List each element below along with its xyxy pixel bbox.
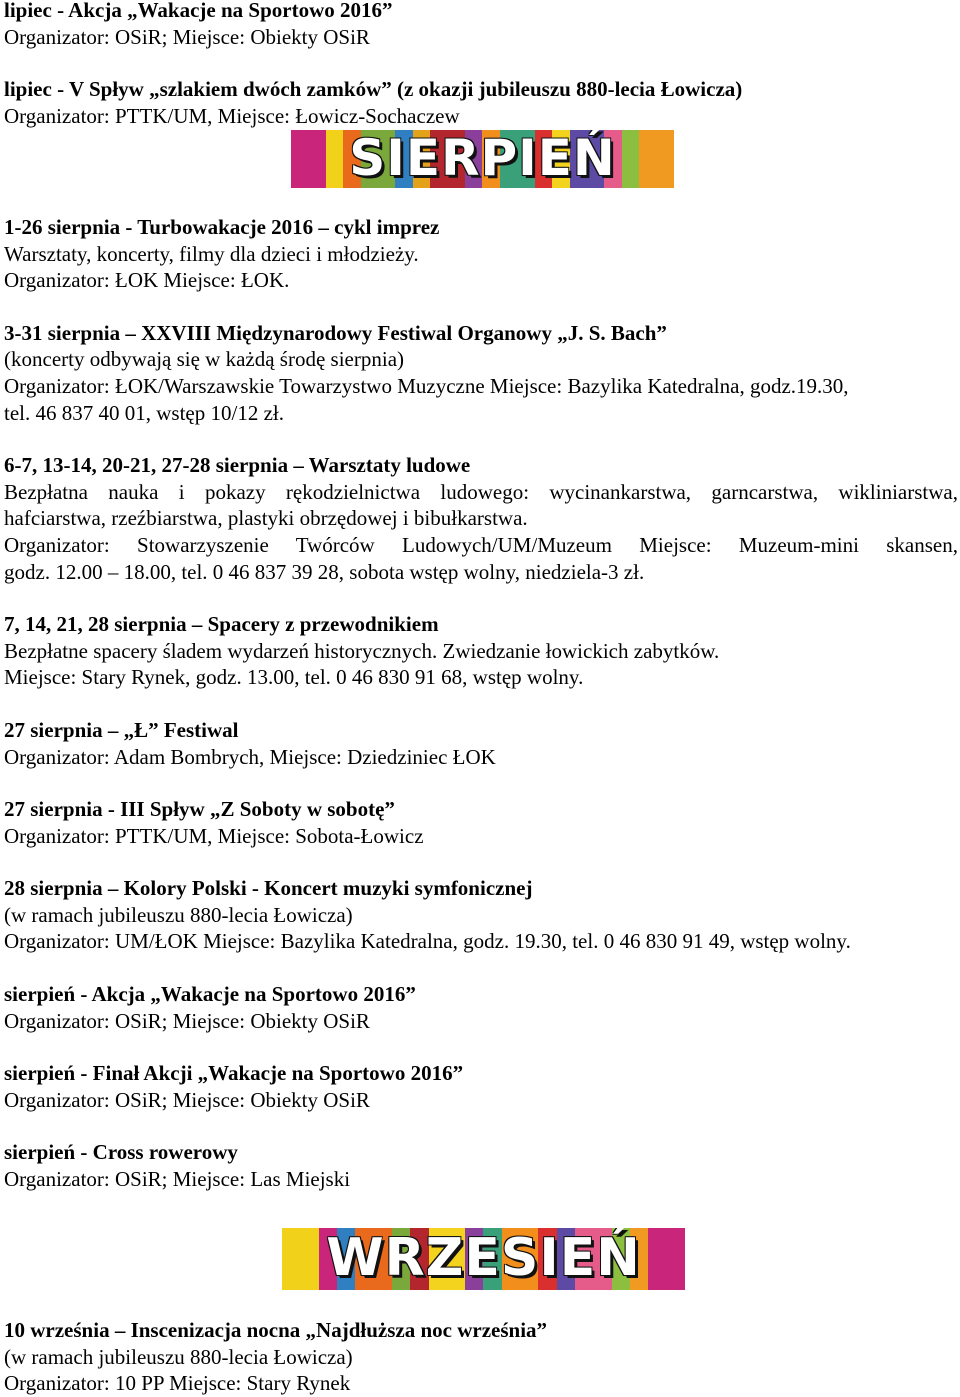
wrzesien-banner <box>282 1228 685 1290</box>
event-title: 28 sierpnia – Kolory Polski - Koncert muzyki symfonicznej <box>4 876 533 901</box>
event-title: 7, 14, 21, 28 sierpnia – Spacery z przewodnikiem <box>4 612 439 637</box>
event-detail: Organizator: OSiR; Miejsce: Obiekty OSiR <box>4 1087 370 1112</box>
event-aug-7 <box>4 875 958 955</box>
event-title: 1-26 sierpnia - Turbowakacje 2016 – cykl imprez <box>4 215 440 239</box>
event-detail: (koncerty odbywają się w każdą środę sierpnia) <box>4 347 405 372</box>
event-july-1 <box>4 0 742 50</box>
event-detail: Organizator: OSiR; Miejsce: Las Miejski <box>4 1167 351 1192</box>
event-detail: Warsztaty, koncerty, filmy dla dzieci i młodzieży. <box>4 241 419 266</box>
july-section <box>4 0 742 129</box>
event-title: 27 sierpnia - III Spływ „Z Soboty w sobotę” <box>4 797 395 822</box>
event-sep-1 <box>4 1317 547 1397</box>
event-title: 27 sierpnia – „Ł” Festiwal <box>4 717 239 742</box>
event-title: 10 września – Inscenizacja nocna „Najdłuższa noc września” <box>4 1318 548 1342</box>
event-aug-5 <box>4 717 958 770</box>
wrzesien-banner-text: WRZESIEŃ <box>326 1228 641 1289</box>
august-section <box>4 214 958 1193</box>
event-detail: hafciarstwa, rzeźbiarstwa, plastyki obrzędowej i bibułkarstwa. <box>4 506 528 531</box>
event-detail: (w ramach jubileuszu 880-lecia Łowicza) <box>4 902 353 927</box>
event-detail: tel. 46 837 40 01, wstęp 10/12 zł. <box>4 400 284 425</box>
event-detail: Miejsce: Stary Rynek, godz. 13.00, tel. 0 46 830 91 68, wstęp wolny. <box>4 665 584 690</box>
event-aug-9 <box>4 1060 958 1113</box>
event-aug-6 <box>4 796 958 849</box>
event-detail: Organizator: PTTK/UM, Miejsce: Łowicz-Sochaczew <box>4 103 460 128</box>
event-detail: Organizator: OSiR; Miejsce: Obiekty OSiR <box>4 24 370 49</box>
event-detail: godz. 12.00 – 18.00, tel. 0 46 837 39 28, sobota wstęp wolny, niedziela-3 zł. <box>4 559 645 584</box>
event-detail: Organizator: ŁOK/Warszawskie Towarzystwo Muzyczne Miejsce: Bazylika Katedralna, godz.19.30, <box>4 373 849 398</box>
event-detail: Bezpłatne spacery śladem wydarzeń historycznych. Zwiedzanie łowickich zabytków. <box>4 638 720 663</box>
event-detail: (w ramach jubileuszu 880-lecia Łowicza) <box>4 1344 353 1369</box>
event-title: lipiec - Akcja „Wakacje na Sportowo 2016” <box>4 0 393 22</box>
event-title: 3-31 sierpnia – XXVIII Międzynarodowy Festiwal Organowy „J. S. Bach” <box>4 320 667 345</box>
event-detail: Organizator: UM/ŁOK Miejsce: Bazylika Katedralna, godz. 19.30, tel. 0 46 830 91 49, wstęp wolny. <box>4 929 851 954</box>
event-july-2 <box>4 76 742 129</box>
event-title: lipiec - V Spływ „szlakiem dwóch zamków” (z okazji jubileuszu 880-lecia Łowicza) <box>4 77 743 102</box>
event-detail: Organizator: PTTK/UM, Miejsce: Sobota-Łowicz <box>4 823 424 848</box>
event-aug-2 <box>4 320 958 426</box>
event-aug-3 <box>4 452 958 585</box>
event-aug-10 <box>4 1139 958 1192</box>
event-detail: Organizator: Adam Bombrych, Miejsce: Dziedziniec ŁOK <box>4 744 496 769</box>
event-title: sierpień - Cross rowerowy <box>4 1140 238 1165</box>
event-detail: Bezpłatna nauka i pokazy rękodzielnictwa ludowego: wycinankarstwa, garncarstwa, wikliniarstwa, <box>4 479 958 504</box>
event-aug-8 <box>4 981 958 1034</box>
event-title: sierpień - Akcja „Wakacje na Sportowo 2016” <box>4 982 416 1007</box>
event-aug-4 <box>4 611 958 691</box>
event-title: 6-7, 13-14, 20-21, 27-28 sierpnia – Warsztaty ludowe <box>4 453 471 478</box>
event-detail: Organizator: ŁOK Miejsce: ŁOK. <box>4 268 290 293</box>
event-aug-1 <box>4 214 958 294</box>
event-detail: Organizator: OSiR; Miejsce: Obiekty OSiR <box>4 1008 370 1033</box>
event-title: sierpień - Finał Akcji „Wakacje na Sportowo 2016” <box>4 1061 464 1086</box>
event-detail: Organizator: Stowarzyszenie Twórców Ludowych/UM/Muzeum Miejsce: Muzeum-mini skansen, <box>4 532 958 557</box>
event-detail: Organizator: 10 PP Miejsce: Stary Rynek <box>4 1371 351 1396</box>
september-section <box>4 1317 547 1397</box>
sierpien-banner-text: SIERPIEŃ <box>349 130 616 188</box>
sierpien-banner <box>291 130 674 188</box>
